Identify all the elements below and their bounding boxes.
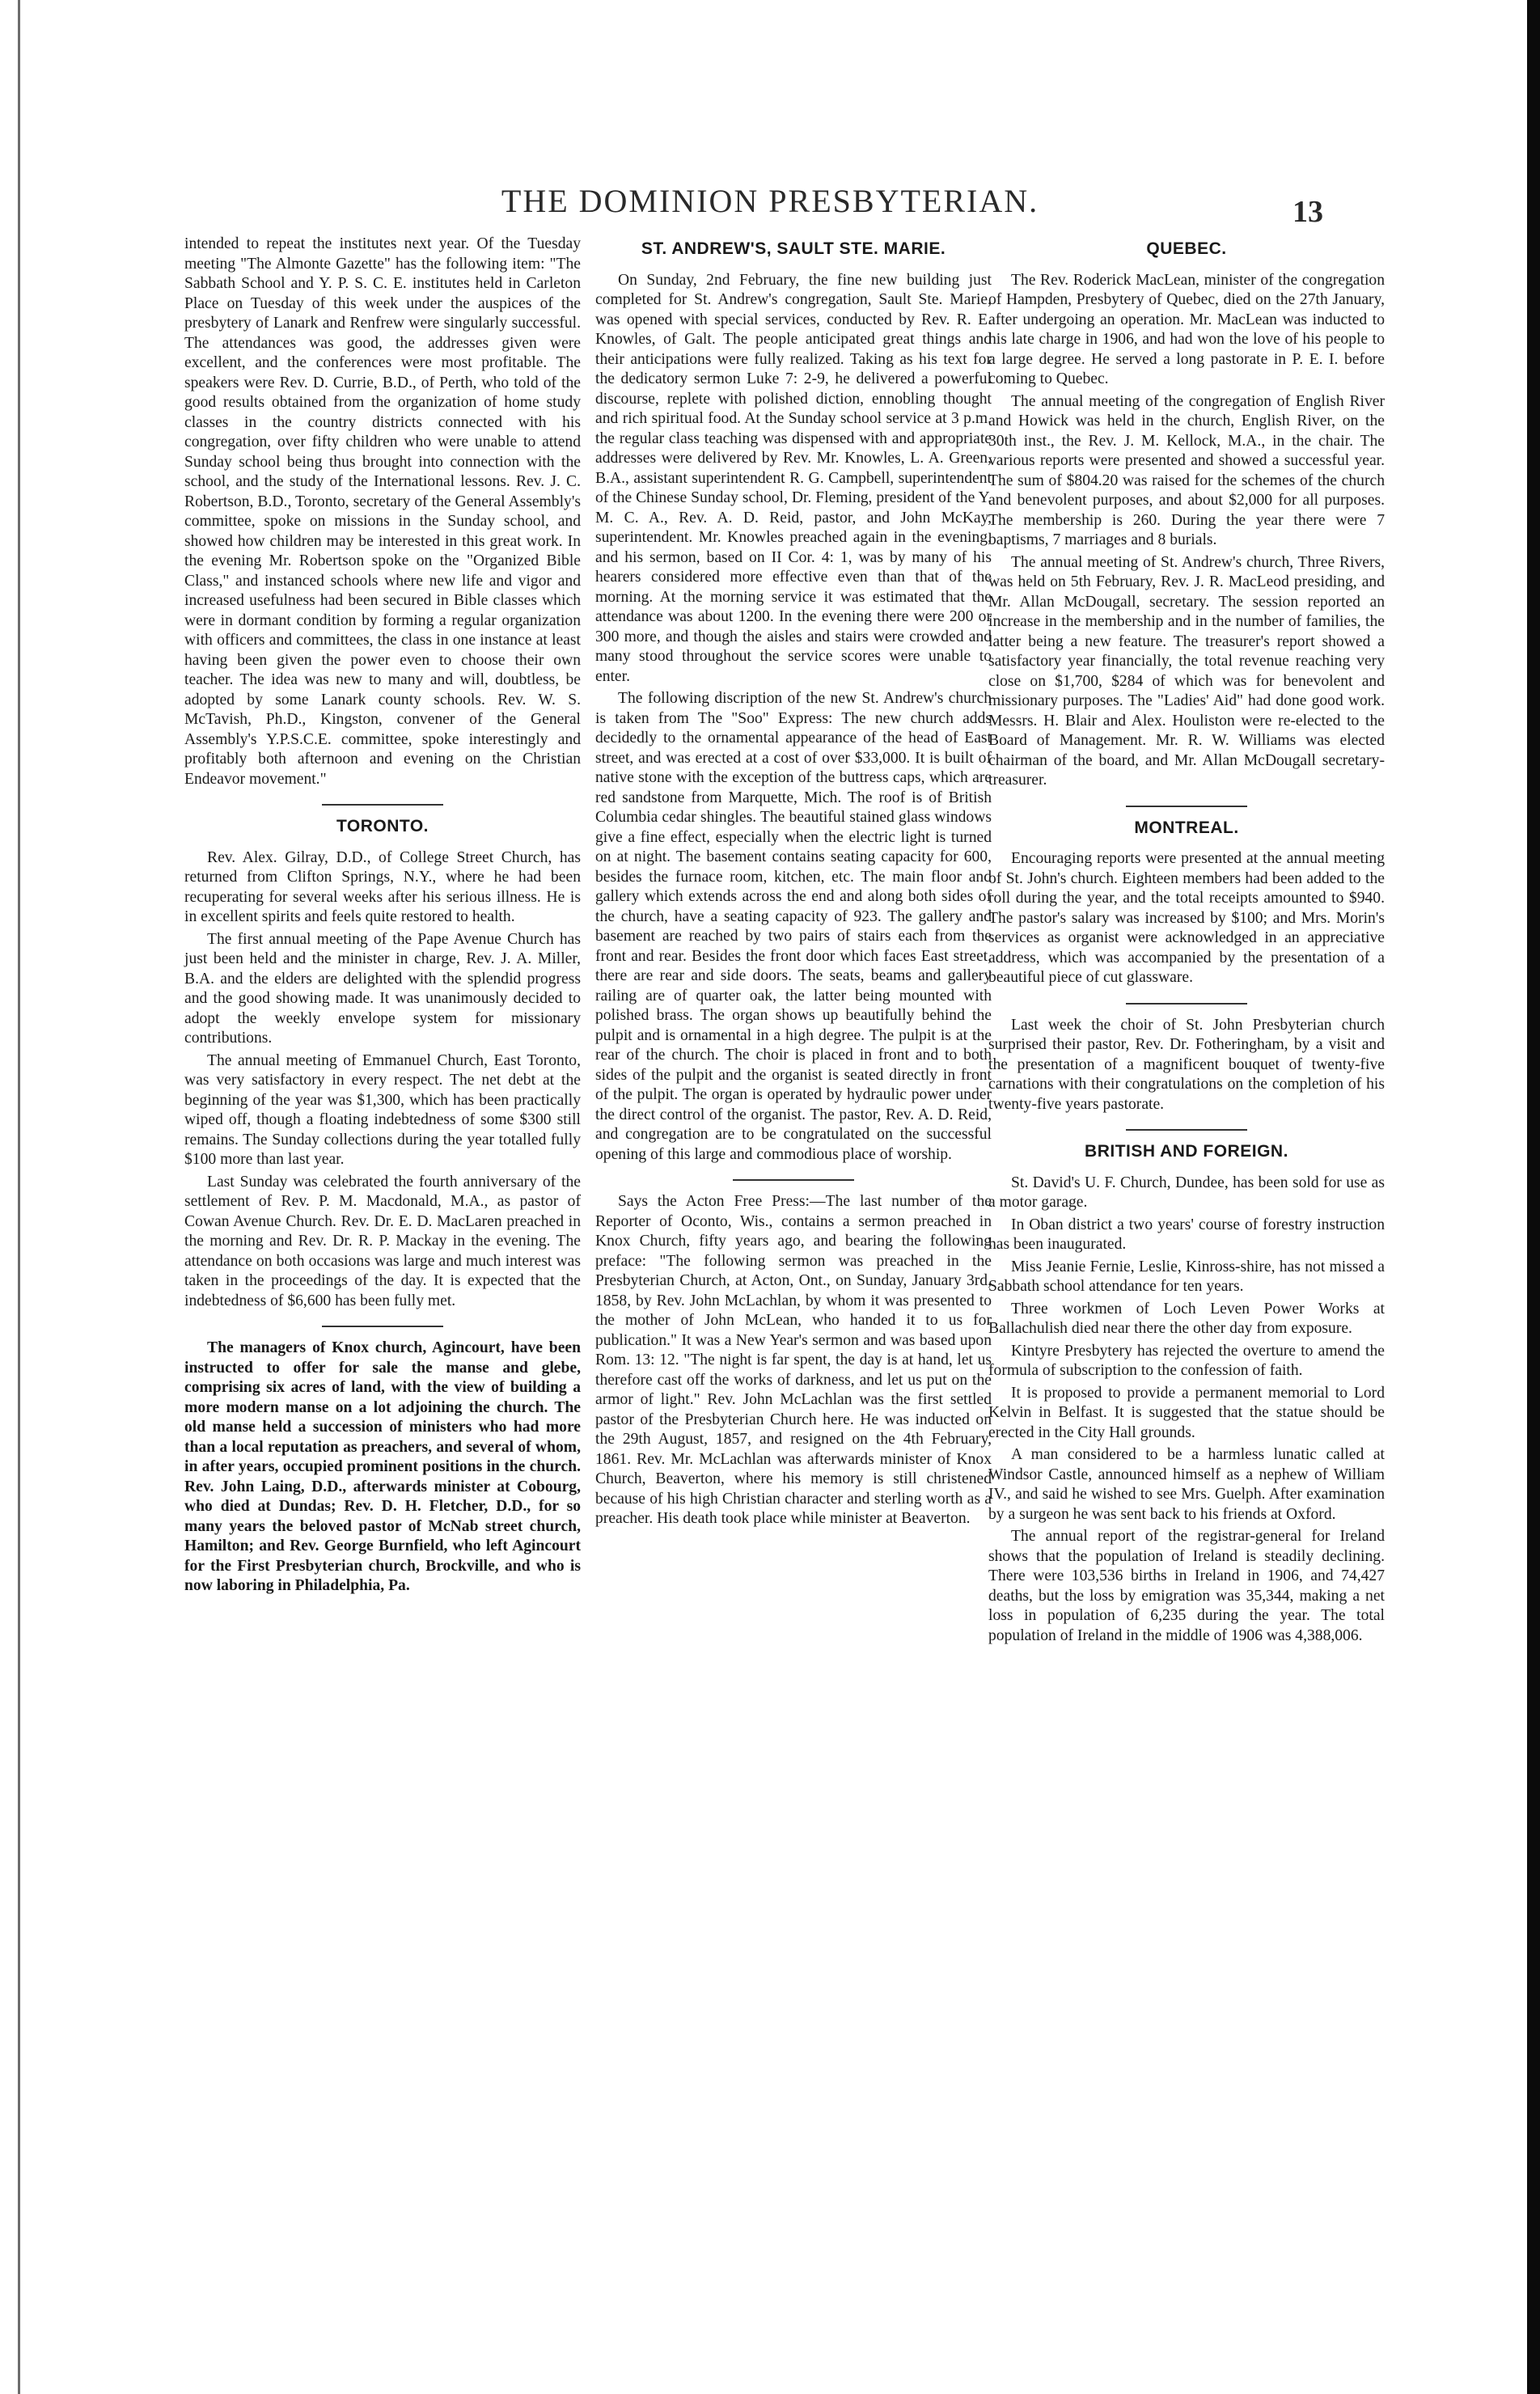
sault-paragraph: On Sunday, 2nd February, the fine new building just completed for St. Andrew's congregation, Sault Ste. Marie, was opened with special services, conducted by Rev. R. E. Knowles, of Galt. The people anticipated great things and their anticipations were fully realized. Taking as his text for the dedicatory sermon Luke 7: 2-9, he delivered a powerful discourse, replete with polished diction, ennobling thought and rich spiritual food. At the Sunday school service at 3 p.m. the regular class teaching was dispensed with and appropriate addresses were delivered by Rev. Mr. Knowles, L. A. Green, B.A., assistant superintendent R. G. Campbell, superintendent of the Chinese Sunday school, Dr. Fleming, president of the Y. M. C. A., Rev. A. D. Reid, pastor, and John McKay, superintendent. Mr. Knowles preached again in the evening, and his sermon, based on II Cor. 4: 1, was by many of his hearers considered more effective even than that of the morning. At the morning service it was estimated that the attendance was about 1200. In the evening there were 200 or 300 more, and though the aisles and stairs were crowded and many stood throughout the service scores were unable to enter. xyxy=(595,271,992,685)
british-paragraph: It is proposed to provide a permanent memorial to Lord Kelvin in Belfast. It is suggested that the statue should be erected in the City Hall grounds. xyxy=(988,1384,1385,1441)
toronto-paragraph: The first annual meeting of the Pape Avenue Church has just been held and the minister in charge, Rev. J. A. Miller, B.A. and the elders are delighted with the splendid progress and the good showing made. It was unanimously decided to adopt the weekly envelope system for missionary contributions. xyxy=(184,930,581,1047)
toronto-heading: TORONTO. xyxy=(336,817,429,835)
british-paragraph: Kintyre Presbytery has rejected the overture to amend the formula of subscription to the confession of faith. xyxy=(988,1342,1385,1379)
column-2 xyxy=(595,235,992,1532)
sault-ste-marie-heading: ST. ANDREW'S, SAULT STE. MARIE. xyxy=(641,239,946,258)
section-divider xyxy=(1126,806,1247,807)
quebec-paragraph: The annual meeting of the congregation of English River and Howick was held in the church, English River, on the 30th inst., the Rev. J. M. Kellock, M.A., in the chair. The various reports were presented and showed a successful year. The sum of $804.20 was raised for the schemes of the church and benevolent purposes, and about $2,000 for all purposes. The membership is 260. During the year there were 7 baptisms, 7 marriages and 8 burials. xyxy=(988,392,1385,548)
british-foreign-heading: BRITISH AND FOREIGN. xyxy=(1085,1142,1288,1161)
quebec-paragraph: The annual meeting of St. Andrew's church, Three Rivers, was held on 5th February, Rev. J. R. MacLeod presiding, and Mr. Allan McDougall, secretary. The session reported an increase in the membership and in the number of families, the latter being a new feature. The treasurer's report showed a satisfactory year financially, the total revenue reaching very close on $1,700, $284 of which was for benevolent and missionary purposes. The "Ladies' Aid" had done good work. Messrs. H. Blair and Alex. Houliston were re-elected to the Board of Management. Mr. R. W. Williams was elected chairman of the board, and Mr. Allan McDougall secretary-treasurer. xyxy=(988,553,1385,789)
quebec-paragraph: The Rev. Roderick MacLean, minister of the congregation of Hampden, Presbytery of Quebec, died on the 27th January, after undergoing an operation. Mr. MacLean was inducted to his late charge in 1906, and had won the love of his people to a large degree. He served a long pastorate in P. E. I. before coming to Quebec. xyxy=(988,271,1385,387)
montreal-heading: MONTREAL. xyxy=(1134,818,1239,837)
british-paragraph: The annual report of the registrar-general for Ireland shows that the population of Ireland is steadily declining. There were 103,536 births in Ireland in 1906, and 74,427 deaths, but the loss by emigration was 35,344, making a net loss in population of 6,235 during the year. The total population of Ireland in the middle of 1906 was 4,388,006. xyxy=(988,1528,1385,1644)
scan-left-edge xyxy=(18,0,20,2394)
acton-free-press-paragraph: Says the Acton Free Press:—The last number of the Reporter of Oconto, Wis., contains a sermon preached in Knox Church, fifty years ago, and bearing the following preface: "The following sermon was preached in the Presbyterian Church, at Acton, Ont., on Sunday, January 3rd, 1858, by Rev. John McLachlan, by whom it was presented to the mother of John McLean, who handed it to us for publication." It was a New Year's sermon and was based upon Rom. 13: 12. "The night is far spent, the day is at hand, let us therefore cast off the works of darkness, and let us put on the armor of light." Rev. John McLachlan was the first settled pastor of the Presbyterian Church here. He was inducted on the 29th August, 1857, and resigned on the 4th February, 1861. Rev. Mr. McLachlan was afterwards minister of Knox Church, Beaverton, where his memory is still christened because of his high Christian character and sterling worth as a preacher. His death took place while minister at Beaverton. xyxy=(595,1193,992,1527)
british-paragraph: Miss Jeanie Fernie, Leslie, Kinross-shire, has not missed a Sabbath school attendance for ten years. xyxy=(988,1258,1385,1295)
quebec-heading: QUEBEC. xyxy=(1146,239,1227,258)
toronto-paragraph: Last Sunday was celebrated the fourth anniversary of the settlement of Rev. P. M. Macdonald, M.A., as pastor of Cowan Avenue Church. Rev. Dr. E. D. MacLaren preached in the morning and Rev. Dr. R. P. Mackay in the evening. The attendance on both occasions was large and much interest was taken in the proceedings of the day. It is expected that the indebtedness of $6,600 has been fully met. xyxy=(184,1173,581,1309)
british-paragraph: St. David's U. F. Church, Dundee, has been sold for use as a motor garage. xyxy=(988,1174,1385,1211)
knox-agincourt-paragraph: The managers of Knox church, Agincourt, have been instructed to offer for sale the manse and glebe, comprising six acres of land, with the view of building a more modern manse on a lot adjoining the church. The old manse held a succession of ministers who had more than a local reputation as preachers, and several of whom, in after years, occupied prominent positions in the church. Rev. John Laing, D.D., afterwards minister at Cobourg, who died at Dundas; Rev. D. H. Fletcher, D.D., for so many years the beloved pastor of McNab street church, Hamilton; and Rev. George Burnfield, who left Agincourt for the First Presbyterian church, Brockville, and who is now laboring in Philadelphia, Pa. xyxy=(184,1339,581,1594)
section-divider xyxy=(322,1326,443,1327)
masthead: THE DOMINION PRESBYTERIAN. xyxy=(501,183,1039,219)
sault-paragraph: The following discription of the new St. Andrew's church is taken from The "Soo" Express: The new church adds decidedly to the ornamental appearance of the head of East street, and was erected at a cost of over $33,000. It is built of native stone with the exception of the buttress caps, which are red sandstone from Marquette, Mich. The roof is of British Columbia cedar shingles. The beautiful stained glass windows give a fine effect, especially when the electric light is turned on at night. The basement contains seating capacity for 600, besides the furnace room, kitchen, etc. The main floor and gallery which extends across the end and along both sides of the church, have a seating capacity of 923. The gallery and basement are reached by two pairs of stairs each from the front and rear. Besides the front door which faces East street, there are rear and side doors. The seats, beams and gallery railing are of quarter oak, the latter being mounted with polished brass. The organ shows up beautifully behind the pulpit and is ornamental in a high degree. The pulpit is at the rear of the church. The choir is placed in front and to both sides of the pulpit and the organist is seated directly in front of the pulpit. The organ is operated by hydraulic power under the direct control of the organist. The pastor, Rev. A. D. Reid, and congregation are to be congratulated on the successful opening of this large and commodious place of worship. xyxy=(595,690,992,1163)
british-paragraph: Three workmen of Loch Leven Power Works at Ballachulish died near there the other day from exposure. xyxy=(988,1300,1385,1337)
toronto-paragraph: The annual meeting of Emmanuel Church, East Toronto, was very satisfactory in every respect. The net debt at the beginning of the year was $1,300, which has been practically wiped off, though a floating indebtedness of some $300 still remains. The Sunday collections during the year totalled fully $100 more than last year. xyxy=(184,1051,581,1168)
page-number: 13 xyxy=(1292,195,1323,229)
section-divider xyxy=(1126,1003,1247,1005)
section-divider xyxy=(322,804,443,806)
british-paragraph: A man considered to be a harmless lunatic called at Windsor Castle, announced himself as a nephew of William IV., and said he wished to see Mrs. Guelph. After examination by a surgeon he was sent back to his friends at Oxford. xyxy=(988,1446,1385,1523)
british-paragraph: In Oban district a two years' course of forestry instruction has been inaugurated. xyxy=(988,1216,1385,1253)
choir-paragraph: Last week the choir of St. John Presbyterian church surprised their pastor, Rev. Dr. Fotheringham, by a visit and the presentation of a magnificent bouquet of twenty-five carnations with their congratulations on the completion of his twenty-five years pastorate. xyxy=(988,1016,1385,1113)
almonte-gazette-paragraph: intended to repeat the institutes next year. Of the Tuesday meeting "The Almonte Gazette" has the following item: "The Sabbath School and Y. P. S. C. E. institutes held in Carleton Place on Tuesday of this week under the auspices of the presbytery of Lanark and Renfrew were singularly successful. The attendances was good, the addresses given were excellent, and the conferences were most profitable. The speakers were Rev. D. Currie, B.D., of Perth, who told of the good results obtained from the organization of home study classes in the country districts connected with his congregation, over fifty children who were unable to attend Sunday school being thus brought into connection with the school, and the study of the International lessons. Rev. J. C. Robertson, B.D., Toronto, secretary of the General Assembly's committee, spoke on missions in the Sunday school, and showed how children may be interested in this great work. In the evening Mr. Robertson spoke on the "Organized Bible Class," and instanced schools where new life and vigor and increased usefulness had been secured in Bible classes which were in dormant condition by forming a regular organization with officers and committees, the class in one instance at least having been given the power even to choose their own teacher. The idea was new to many and will, doubtless, be adopted by some Lanark county schools. Rev. W. S. McTavish, Ph.D., Kingston, convener of the General Assembly's Y.P.S.C.E. committee, spoke interestingly and profitably both afternoon and evening on the Christian Endeavor movement." xyxy=(184,235,581,788)
scan-right-edge xyxy=(1527,0,1540,2394)
montreal-paragraph: Encouraging reports were presented at the annual meeting of St. John's church. Eighteen members had been added to the roll during the year, and the total receipts amounted to $940. The pastor's salary was increased by $100; and Mrs. Morin's services as organist were acknowledged in an appreciative address, which was accompanied by the presentation of a beautiful piece of cut glassware. xyxy=(988,850,1385,986)
section-divider xyxy=(733,1179,854,1181)
column-3 xyxy=(988,235,1385,1648)
column-1 xyxy=(184,235,581,1599)
toronto-paragraph: Rev. Alex. Gilray, D.D., of College Street Church, has returned from Clifton Springs, N.Y., where he had been recuperating for several weeks after his serious illness. He is in excellent spirits and feels quite restored to health. xyxy=(184,848,581,925)
section-divider xyxy=(1126,1129,1247,1131)
